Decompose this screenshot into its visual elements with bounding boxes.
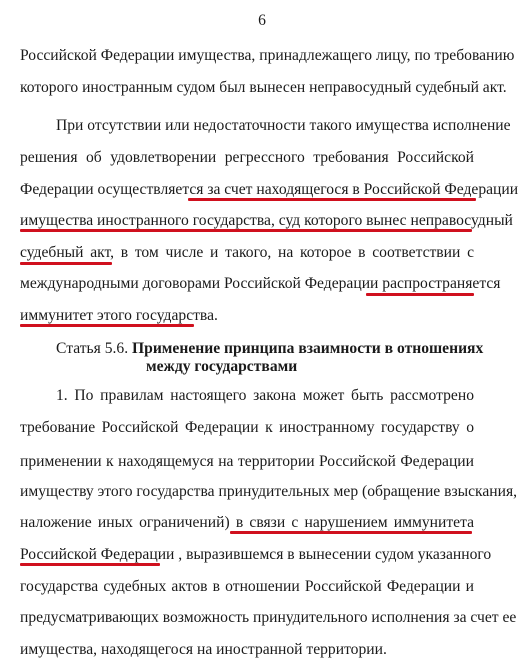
para3-line-7: государства судебных актов в отношении Российской Федерации и [20, 578, 474, 595]
para1-line-1: Российской Федерации имущества, принадлежащего лицу, по требованию [20, 47, 515, 64]
para2-line-2: решения об удовлетворении регрессного требования Российской [20, 149, 474, 166]
para1-line-2: которого иностранным судом был вынесен неправосудный судебный акт. [20, 79, 507, 96]
highlight-underline [20, 229, 472, 232]
highlight-underline [20, 324, 194, 327]
article-title-line-2: между государствами [146, 358, 298, 375]
article-title-line-2-wrap [146, 357, 297, 377]
highlight-underline [230, 531, 472, 534]
highlight-underline [188, 198, 476, 201]
para3-line-6: Российской Федерации , выразившемся в вынесении судом указанного [20, 546, 492, 563]
para3-line-2: требование Российской Федерации к иностранному государству о [20, 419, 474, 436]
article-title-line-1: Применение принципа взаимности в отношениях [132, 340, 484, 357]
para3-line-1: 1. По правилам настоящего закона может быть рассмотрено [56, 387, 474, 404]
para2-line-6: международными договорами Российской Федерации распространяется [20, 275, 501, 292]
para2-line-4: имущества иностранного государства, суд которого вынес неправосудный [20, 212, 513, 229]
article-heading [56, 339, 483, 359]
para2-line-1: При отсутствии или недостаточности такого имущества исполнение [56, 117, 511, 134]
article-prefix: Статья 5.6. [56, 340, 129, 357]
highlight-underline [20, 563, 160, 566]
highlight-underline [366, 293, 474, 296]
para2-line-5: судебный акт, в том числе и такого, на которое в соответствии с [20, 244, 474, 261]
para3-line-8: предусматривающих возможность принудительного исполнения за счет ее [20, 609, 517, 626]
para2-line-7: иммунитет этого государства. [20, 307, 218, 324]
highlight-underline [20, 262, 112, 265]
page-number: 6 [258, 12, 266, 29]
para3-line-5: наложение иных ограничений) в связи с нарушением иммунитета [20, 514, 474, 531]
para2-line-3: Федерации осуществляется за счет находящегося в Российской Федерации [20, 181, 519, 198]
para3-line-4: имуществу этого государства принудительных мер (обращение взыскания, [20, 483, 518, 500]
para3-line-9: имущества, находящегося на иностранной территории. [20, 641, 387, 658]
para3-line-3: применении к находящемуся на территории Российской Федерации [20, 453, 474, 470]
